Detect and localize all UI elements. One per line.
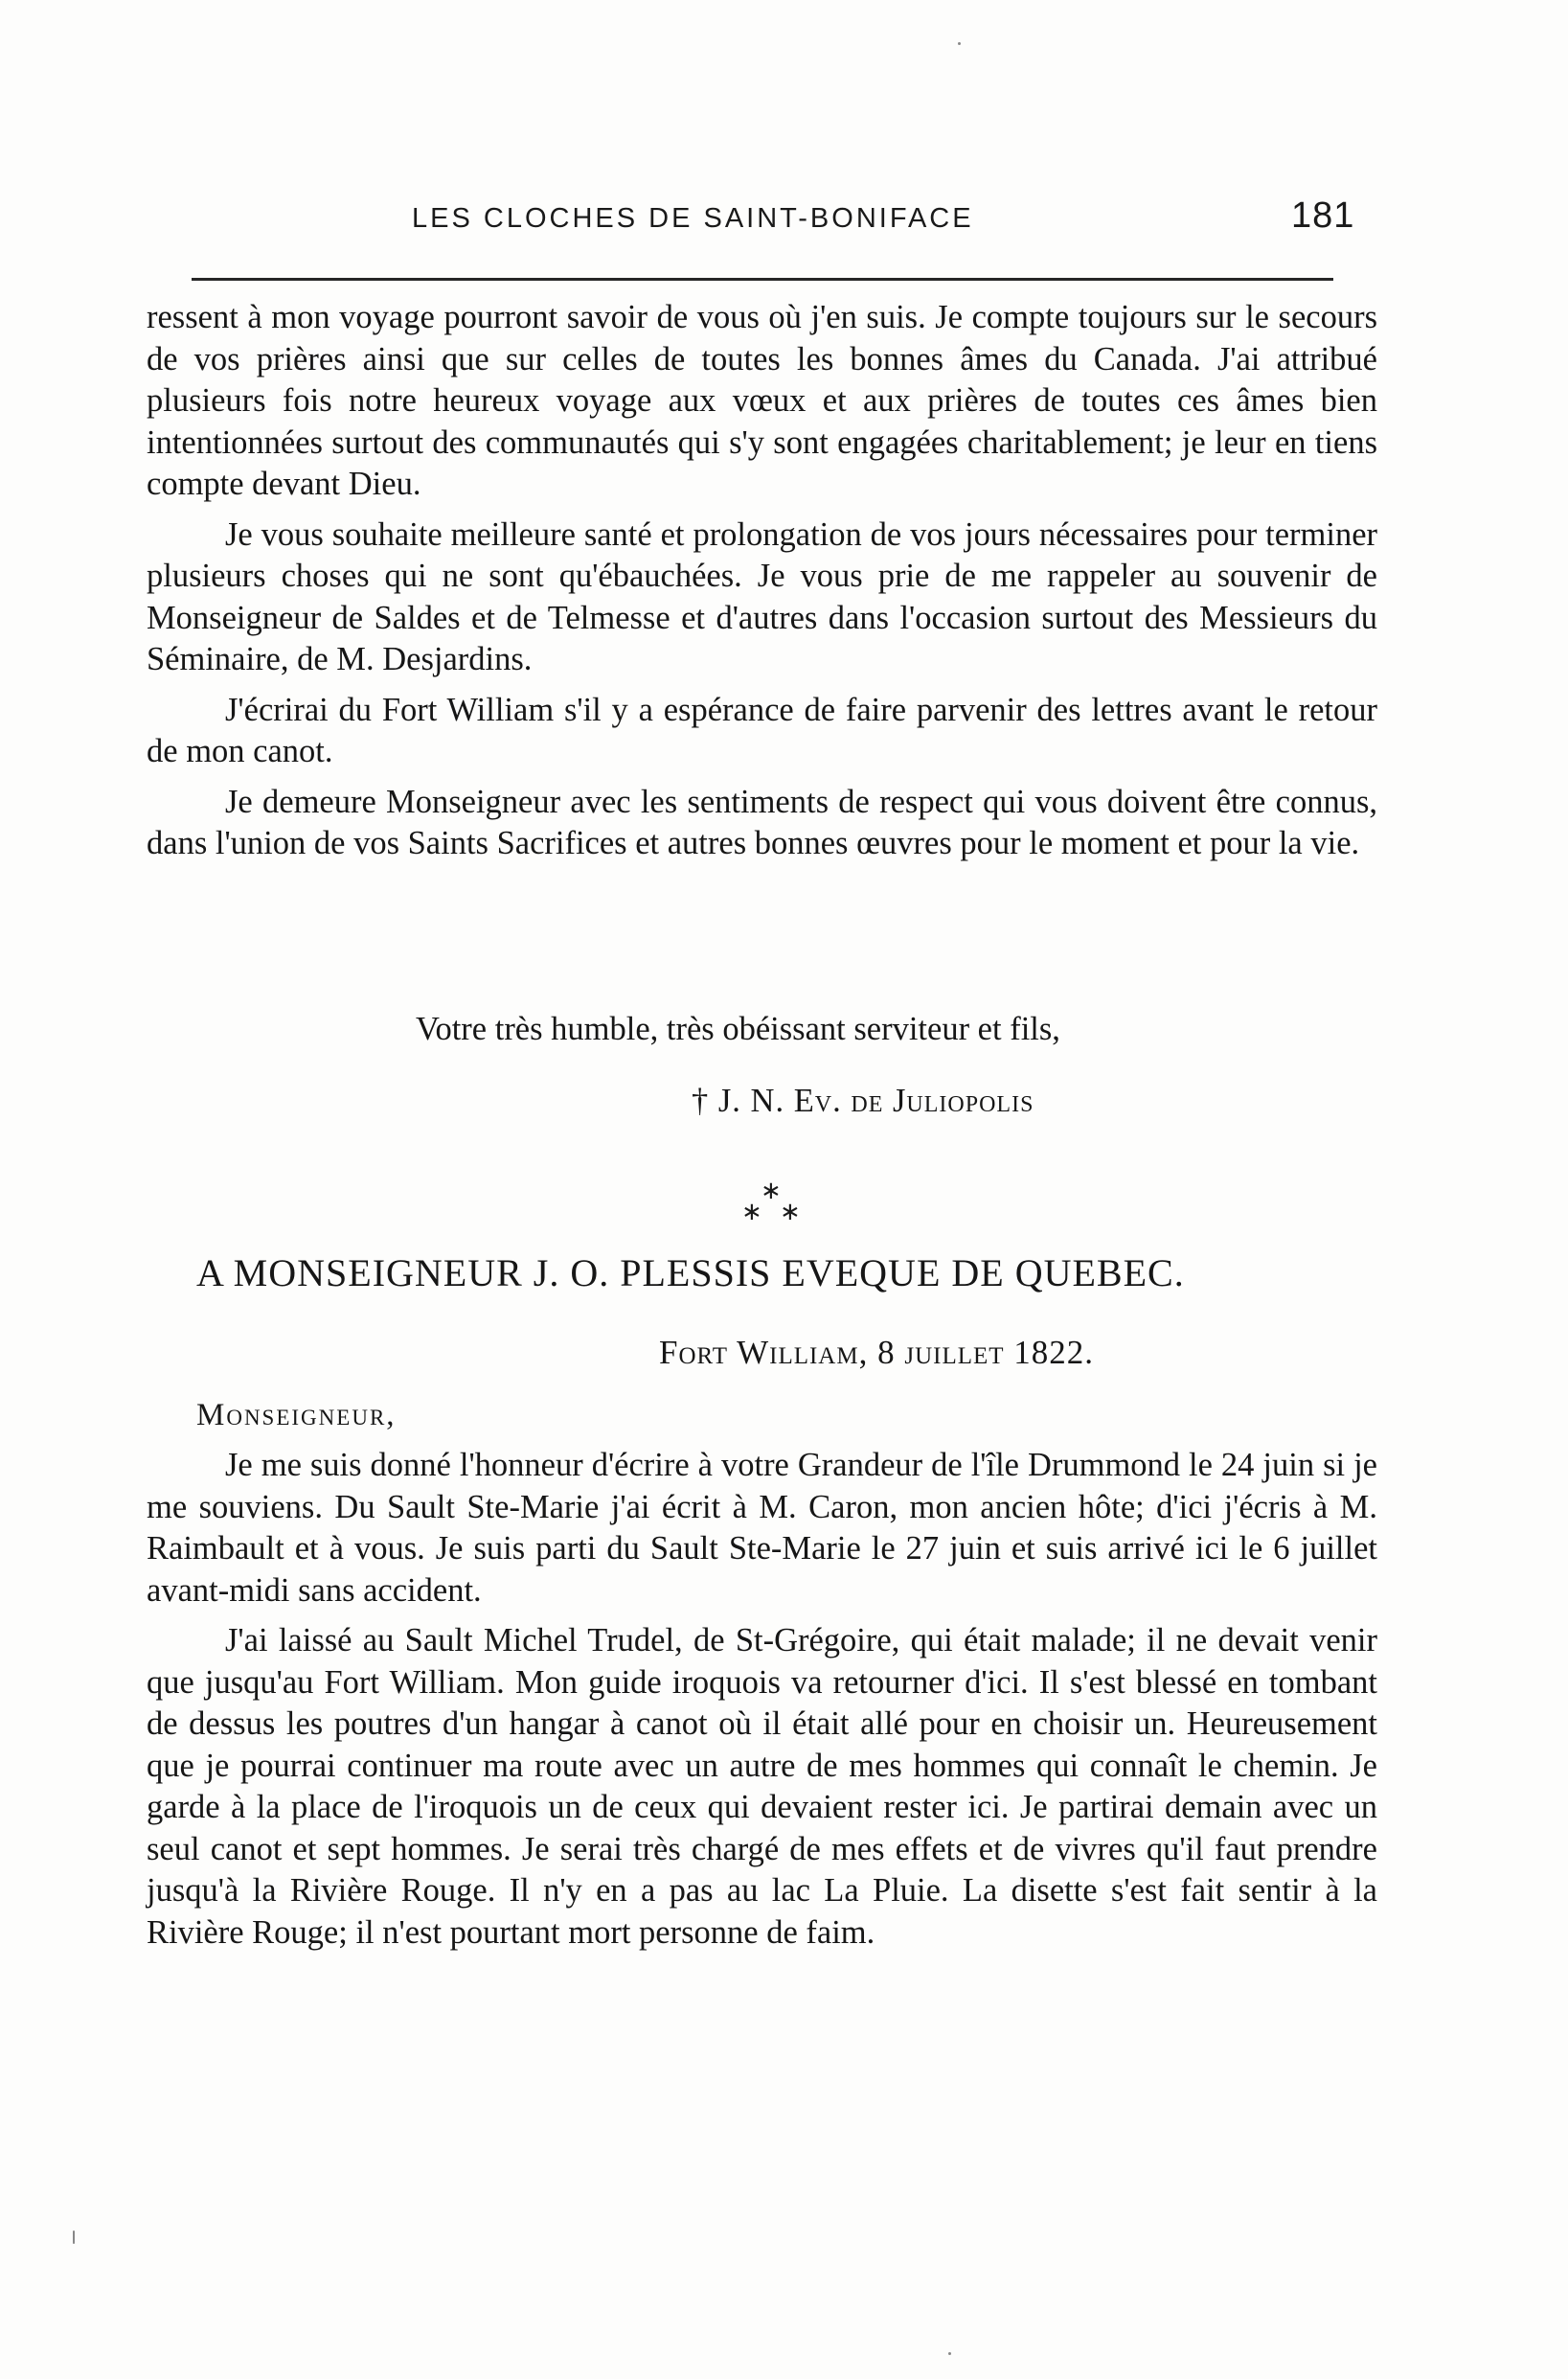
signature: † J. N. Ev. de Juliopolis — [692, 1083, 1034, 1119]
letter-two-dateline: Fort William, 8 juillet 1822. — [659, 1334, 1095, 1371]
header-rule — [192, 278, 1333, 281]
paragraph: J'ai laissé au Sault Michel Trudel, de St-Grégoire, qui était malade; il ne devait venir que jusqu'au Fort William. Mon guide iroquois va retourner d'ici. Il s'est blessé en tombant de dessus les poutres d'un hangar à canot où il était allé pour en choisir un. Heureusement que je pourrai continuer ma route avec un autre de mes hommes qui connaît le chemin. Je garde à la place de l'iroquois un de ceux qui devaient rester ici. Je partirai demain avec un seul canot et sept hommes. Je serai très chargé de mes effets et de vivres qu'il faut prendre jusqu'à la Rivière Rouge. Il n'y en a pas au lac La Pluie. La disette s'est fait sentir à la Rivière Rouge; il n'est pourtant mort personne de faim. — [147, 1622, 1377, 1951]
paragraph: Je me suis donné l'honneur d'écrire à votre Grandeur de l'île Drummond le 24 juin si je me souviens. Du Sault Ste-Marie j'ai écrit à M. Caron, mon ancien hôte; d'ici j'écris à M. Raimbault et à vous. Je suis parti du Sault Ste-Marie le 27 juin et suis arrivé ici le 6 juillet avant-midi sans accident. — [147, 1447, 1377, 1609]
paper-speck — [73, 2230, 75, 2244]
asterism-star-icon: ∗ — [741, 1198, 762, 1226]
page-number: 181 — [1291, 195, 1355, 236]
letter-two-body — [147, 1445, 1377, 1954]
paragraph: ressent à mon voyage pourront savoir de vous où j'en suis. Je compte toujours sur le secours de vos prières ainsi que sur celles de toutes les bonnes âmes du Canada. J'ai attribué plusieurs fois notre heureux voyage aux vœux et aux prières de toutes ces âmes bien intentionnées surtout des communautés qui s'y sont engagées charitablement; je leur en tiens compte devant Dieu. — [147, 299, 1377, 502]
asterism-divider — [728, 1177, 814, 1244]
letter-two-salutation: Monseigneur, — [196, 1398, 397, 1432]
closing-line: Votre très humble, très obéissant serviteur et fils, — [416, 1011, 1060, 1047]
letter-two-title: A MONSEIGNEUR J. O. PLESSIS EVEQUE DE QUEBEC. — [196, 1251, 1185, 1294]
paragraph: Je vous souhaite meilleure santé et prolongation de vos jours nécessaires pour terminer plusieurs choses qui ne sont qu'ébauchées. Je vous prie de me rappeler au souvenir de Monseigneur de Saldes et de Telmesse et d'autres dans l'occasion surtout des Messieurs du Séminaire, de M. Desjardins. — [147, 515, 1377, 677]
asterism-star-icon: ∗ — [761, 1177, 782, 1205]
paragraph: Je demeure Monseigneur avec les sentiments de respect qui vous doivent être connus, dans l'union de vos Saints Sacrifices et autres bonnes œuvres pour le moment et pour la vie. — [147, 783, 1377, 861]
paragraph: J'écrirai du Fort William s'il y a espérance de faire parvenir des lettres avant le retour de mon canot. — [147, 691, 1377, 769]
asterism-star-icon: ∗ — [780, 1198, 801, 1226]
letter-one-body — [147, 297, 1377, 865]
paper-speck — [958, 42, 961, 45]
paper-speck — [948, 2352, 951, 2355]
running-head: LES CLOCHES DE SAINT-BONIFACE — [412, 203, 974, 234]
